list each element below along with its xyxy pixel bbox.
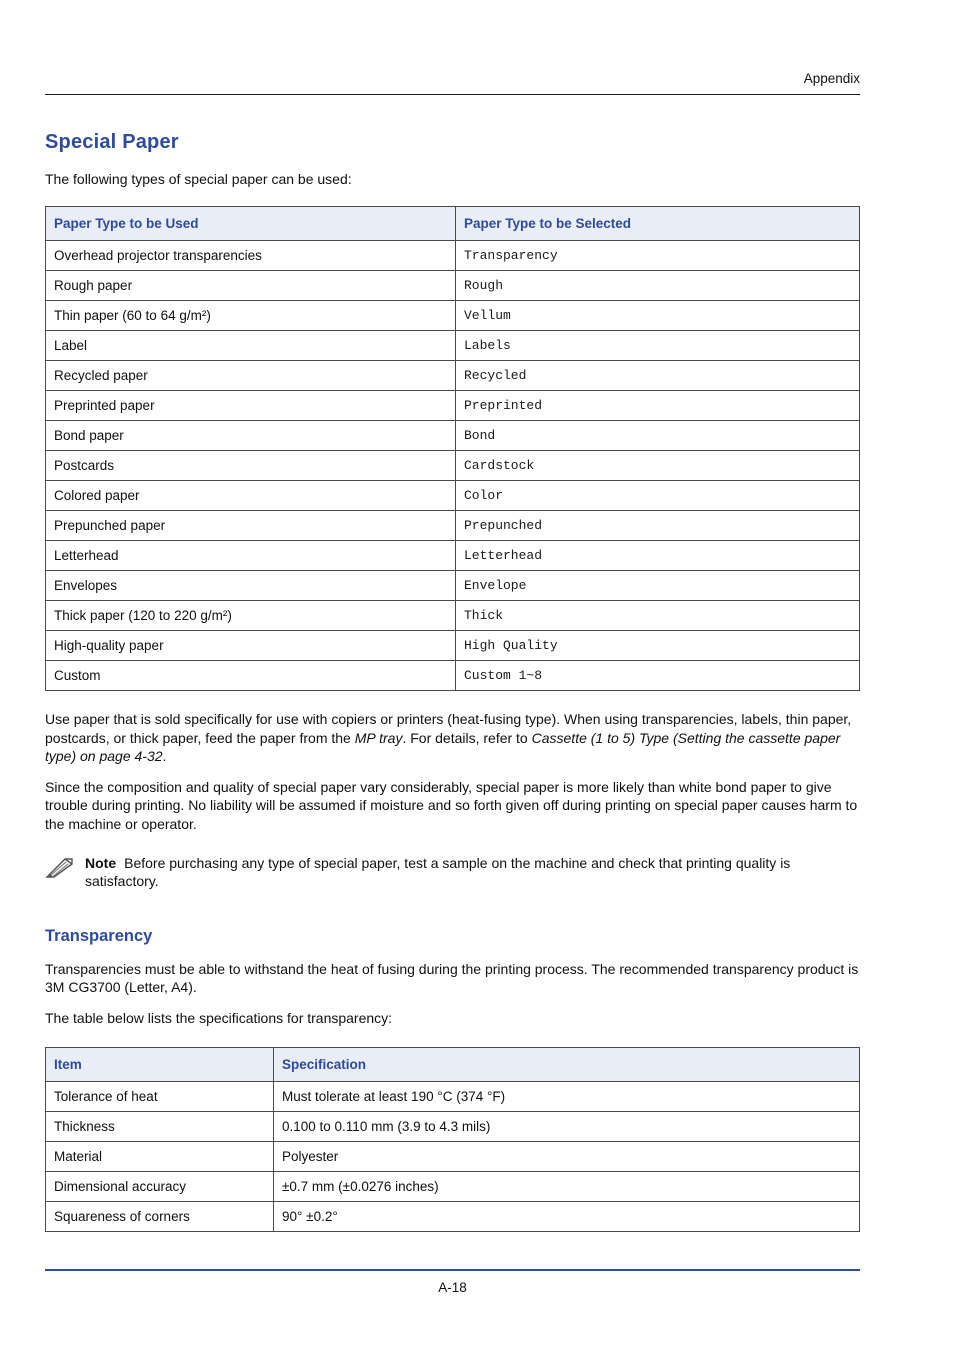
table-row xyxy=(46,661,860,691)
table-row xyxy=(46,631,860,661)
table-row xyxy=(46,391,860,421)
table-row xyxy=(46,301,860,331)
paper-type-used: Label xyxy=(46,331,456,361)
note-label: Note xyxy=(85,854,117,871)
paper-type-selected: Vellum xyxy=(456,301,860,331)
paper-type-used: Recycled paper xyxy=(46,361,456,391)
table-row xyxy=(46,541,860,571)
paper-type-selected: Labels xyxy=(456,331,860,361)
paper-type-used: Preprinted paper xyxy=(46,391,456,421)
table-row xyxy=(46,1171,860,1201)
paper-table-header-selected: Paper Type to be Selected xyxy=(456,207,860,241)
paper-type-used: Bond paper xyxy=(46,421,456,451)
paper-type-selected: Color xyxy=(456,481,860,511)
table-row xyxy=(46,271,860,301)
paper-type-used: Letterhead xyxy=(46,541,456,571)
spec-table-header-row xyxy=(46,1047,860,1081)
paper-type-used: Colored paper xyxy=(46,481,456,511)
table-row xyxy=(46,331,860,361)
table-row xyxy=(46,451,860,481)
paper-type-used: Prepunched paper xyxy=(46,511,456,541)
paragraph-transparency-2: The table below lists the specifications for transparency: xyxy=(45,1009,393,1026)
paper-type-selected: Cardstock xyxy=(456,451,860,481)
paper-type-used: Thick paper (120 to 220 g/m²) xyxy=(46,601,456,631)
note-icon xyxy=(45,856,75,880)
table-row xyxy=(46,1141,860,1171)
spec-item: Material xyxy=(46,1141,274,1171)
spec-value: 0.100 to 0.110 mm (3.9 to 4.3 mils) xyxy=(274,1111,860,1141)
paragraph-text: . xyxy=(162,748,167,765)
table-row xyxy=(46,571,860,601)
spec-value: ±0.7 mm (±0.0276 inches) xyxy=(274,1171,860,1201)
page-title: Special Paper xyxy=(45,131,179,153)
header-appendix-label: Appendix xyxy=(803,71,860,86)
paper-type-selected: Recycled xyxy=(456,361,860,391)
intro-text: The following types of special paper can be used: xyxy=(45,171,352,187)
paper-type-selected: Envelope xyxy=(456,571,860,601)
paper-type-used: Thin paper (60 to 64 g/m²) xyxy=(46,301,456,331)
paragraph-text: Use paper that is sold specifically for use with copiers or printers (heat-fusing type). When using transparencies, labels, thin paper, postcards, or thick paper, feed the paper from the xyxy=(45,711,852,746)
paper-type-used: Postcards xyxy=(46,451,456,481)
spec-item: Tolerance of heat xyxy=(46,1081,274,1111)
paper-table-header-row xyxy=(46,207,860,241)
page-header xyxy=(45,0,860,95)
table-row xyxy=(46,1201,860,1231)
table-row xyxy=(46,511,860,541)
note-box xyxy=(45,854,860,891)
page-number: A-18 xyxy=(438,1280,467,1295)
table-row xyxy=(46,481,860,511)
paper-type-selected: Bond xyxy=(456,421,860,451)
paragraph-composition: Since the composition and quality of special paper vary considerably, special paper is more likely than white bond paper to give trouble during printing. No liability will be assumed if moisture and so forth given off during printing on special paper causes harm to the machine or operator. xyxy=(45,778,858,832)
transparency-spec-table xyxy=(45,1047,860,1232)
paper-type-selected: Letterhead xyxy=(456,541,860,571)
paper-type-used: Envelopes xyxy=(46,571,456,601)
paper-type-selected: High Quality xyxy=(456,631,860,661)
page-footer xyxy=(45,1269,860,1295)
spec-item: Dimensional accuracy xyxy=(46,1171,274,1201)
table-row xyxy=(46,241,860,271)
spec-value: Must tolerate at least 190 °C (374 °F) xyxy=(274,1081,860,1111)
paper-type-selected: Rough xyxy=(456,271,860,301)
paragraph-italic-mp-tray: MP tray xyxy=(354,729,403,746)
spec-table-header-item: Item xyxy=(46,1047,274,1081)
paper-type-used: Rough paper xyxy=(46,271,456,301)
paper-type-table xyxy=(45,206,860,691)
paper-type-used: Custom xyxy=(46,661,456,691)
table-row xyxy=(46,1111,860,1141)
note-text: Before purchasing any type of special paper, test a sample on the machine and check that printing quality is satisfactory. xyxy=(85,854,791,890)
paper-type-selected: Thick xyxy=(456,601,860,631)
spec-value: 90° ±0.2° xyxy=(274,1201,860,1231)
paper-type-selected: Prepunched xyxy=(456,511,860,541)
table-row xyxy=(46,361,860,391)
paragraph-italic-cassette-ref: Cassette (1 to 5) Type (Setting the cassette paper type) on page 4-32 xyxy=(45,729,841,765)
spec-value: Polyester xyxy=(274,1141,860,1171)
paragraph-transparency-1: Transparencies must be able to withstand the heat of fusing during the printing process. The recommended transparency product is 3M CG3700 (Letter, A4). xyxy=(45,960,859,996)
spec-table-header-specification: Specification xyxy=(274,1047,860,1081)
paragraph-text: . For details, refer to xyxy=(402,729,532,746)
paper-type-used: High-quality paper xyxy=(46,631,456,661)
footer-divider xyxy=(45,1269,860,1271)
paper-type-selected: Preprinted xyxy=(456,391,860,421)
spec-item: Squareness of corners xyxy=(46,1201,274,1231)
table-row xyxy=(46,601,860,631)
table-row xyxy=(46,421,860,451)
table-row xyxy=(46,1081,860,1111)
paper-type-selected: Custom 1~8 xyxy=(456,661,860,691)
spec-item: Thickness xyxy=(46,1111,274,1141)
section-heading-transparency: Transparency xyxy=(45,926,153,945)
paper-type-selected: Transparency xyxy=(456,241,860,271)
paper-table-header-used: Paper Type to be Used xyxy=(46,207,456,241)
paragraph-use-paper xyxy=(45,710,860,766)
note-text-block xyxy=(85,854,860,891)
paper-type-used: Overhead projector transparencies xyxy=(46,241,456,271)
